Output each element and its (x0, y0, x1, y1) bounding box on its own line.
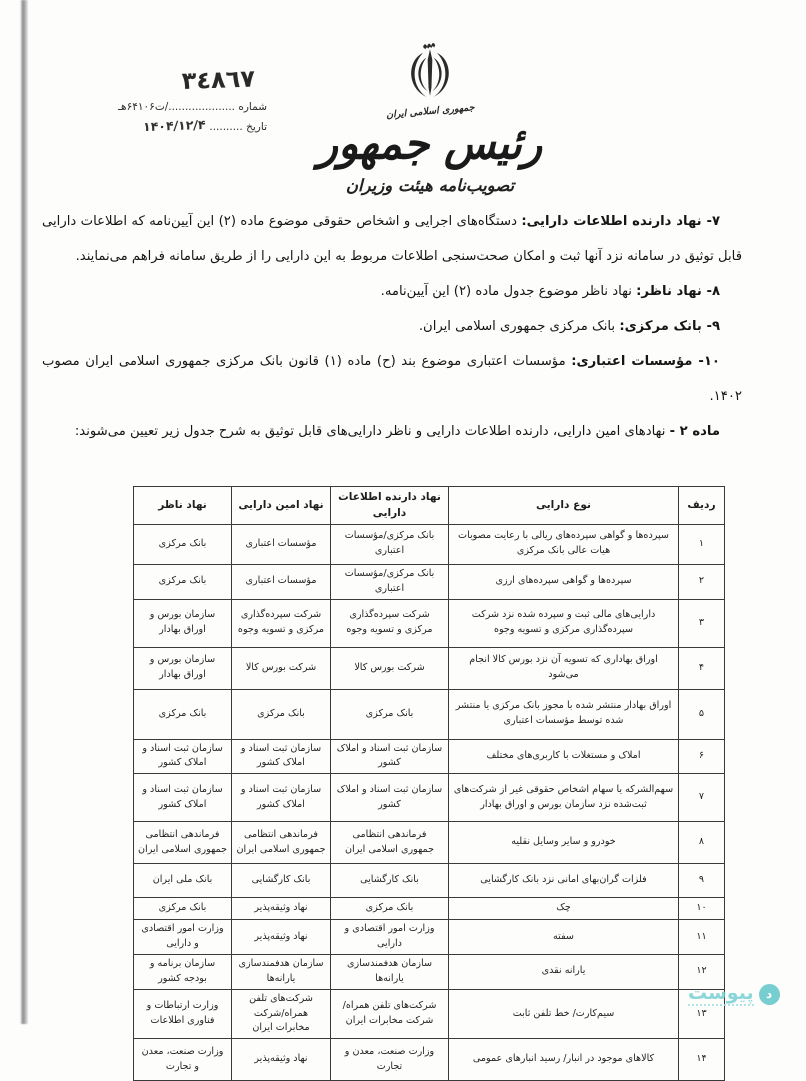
document-header (280, 40, 580, 195)
table-cell: فلزات گران‌بهای امانی نزد بانک کارگشایی (449, 864, 679, 898)
clause-8-label: ۸- نهاد ناظر: (636, 284, 720, 299)
number-date-block (52, 64, 267, 135)
number-field (52, 101, 267, 113)
table-row (134, 898, 725, 920)
table-cell: سیم‌کارت/ خط تلفن ثابت (449, 989, 679, 1039)
table-header-cell: نهاد امین دارایی (232, 487, 331, 525)
table-cell: سپرده‌ها و گواهی سپرده‌های ارزی (449, 564, 679, 599)
table-header-cell: نهاد دارنده اطلاعات دارایی (331, 487, 449, 525)
table-row (134, 739, 725, 774)
table-cell: سازمان هدفمندسازی یارانه‌ها (331, 954, 449, 989)
clause-8 (42, 274, 742, 309)
clause-9 (42, 309, 742, 344)
table-cell: سازمان بورس و اوراق بهادار (134, 647, 232, 689)
clause-7 (42, 204, 742, 274)
table-header-cell: نوع دارایی (449, 487, 679, 525)
table-cell: دارایی‌های مالی ثبت و سپرده شده نزد شرکت سپرده‌گذاری مرکزی و تسویه وجوه (449, 599, 679, 647)
table-row (134, 920, 725, 955)
table-cell: سازمان ثبت اسناد و املاک کشور (331, 739, 449, 774)
table-cell: وزارت ارتباطات و فناوری اطلاعات (134, 989, 232, 1039)
table-cell: نهاد وثیقه‌پذیر (232, 920, 331, 955)
scan-page-edge (20, 0, 28, 1024)
table-cell: بانک کارگشایی (232, 864, 331, 898)
table-cell: سازمان ثبت اسناد و املاک کشور (134, 739, 232, 774)
table-cell: سازمان ثبت اسناد و املاک کشور (134, 774, 232, 822)
table-cell: ۱ (679, 524, 725, 564)
table-cell: شرکت سپرده‌گذاری مرکزی و تسویه وجوه (232, 599, 331, 647)
assets-table-body (134, 524, 725, 1080)
peivast-logo-text: پیوست (688, 982, 754, 1004)
table-row (134, 599, 725, 647)
table-cell: سازمان ثبت اسناد و املاک کشور (232, 739, 331, 774)
iran-emblem-icon (399, 40, 461, 104)
table-header-row (134, 487, 725, 525)
table-cell: بانک مرکزی (331, 898, 449, 920)
table-row (134, 524, 725, 564)
emblem-caption: جمهوری اسلامی ایران (385, 102, 475, 121)
table-cell: بانک مرکزی (232, 689, 331, 739)
table-cell: مؤسسات اعتباری (232, 524, 331, 564)
table-cell: بانک کارگشایی (331, 864, 449, 898)
article-2 (42, 414, 742, 449)
table-cell: ۸ (679, 822, 725, 864)
table-cell: ۱۴ (679, 1039, 725, 1081)
table-cell: ۱۲ (679, 954, 725, 989)
table-cell: وزارت صنعت، معدن و تجارت (134, 1039, 232, 1081)
date-dotted-line: .......... (209, 121, 243, 133)
table-cell: ۵ (679, 689, 725, 739)
date-field (52, 118, 267, 133)
table-cell: ۹ (679, 864, 725, 898)
decree-body-text (42, 204, 742, 449)
number-label: شماره (238, 101, 267, 113)
table-cell: بانک مرکزی (331, 689, 449, 739)
table-cell: اوراق بهادار منتشر شده با مجوز بانک مرکزی یا منتشر شده توسط مؤسسات اعتباری (449, 689, 679, 739)
president-title: رئیس جمهور (317, 117, 543, 170)
table-row (134, 689, 725, 739)
table-row (134, 989, 725, 1039)
table-row (134, 822, 725, 864)
clause-9-text: بانک مرکزی جمهوری اسلامی ایران. (418, 319, 620, 334)
peivast-logo-icon: د (759, 984, 780, 1005)
table-cell: ۱۰ (679, 898, 725, 920)
table-cell: وزارت صنعت، معدن و تجارت (331, 1039, 449, 1081)
clause-7-text: دستگاه‌های اجرایی و اشخاص حقوقی موضوع ماده (۲) این آیین‌نامه که اطلاعات دارایی قابل توثیق در سامانه نزد آنها ثبت و امکان صحت‌سنجی اطلاعات مربوط به این دارایی را از طریق سامانه فراهم می‌نمایند. (42, 214, 742, 264)
assets-table-head (134, 487, 725, 525)
table-cell: سفته (449, 920, 679, 955)
table-cell: سازمان هدفمندسازی یارانه‌ها (232, 954, 331, 989)
table-cell: ۷ (679, 774, 725, 822)
table-cell: خودرو و سایر وسایل نقلیه (449, 822, 679, 864)
table-cell: سازمان ثبت اسناد و املاک کشور (232, 774, 331, 822)
table-cell: سهم‌الشرکه یا سهام اشخاص حقوقی غیر از شرکت‌های ثبت‌شده نزد سازمان بورس و اوراق بهادار (449, 774, 679, 822)
table-cell: بانک مرکزی (134, 564, 232, 599)
clause-7-label: ۷- نهاد دارنده اطلاعات دارایی: (521, 214, 720, 229)
table-row (134, 864, 725, 898)
handwritten-number: ٣٤٨٦٧ (181, 64, 256, 96)
article-2-text: نهادهای امین دارایی، دارنده اطلاعات دارایی و ناظر دارایی‌های قابل توثیق به شرح جدول زیر تعیین می‌شوند: (74, 424, 670, 439)
table-cell: شرکت‌های تلفن همراه/شرکت مخابرات ایران (331, 989, 449, 1039)
clause-9-label: ۹- بانک مرکزی: (619, 319, 720, 334)
table-cell: سپرده‌ها و گواهی سپرده‌های ریالی با رعایت مصوبات هیات عالی بانک مرکزی (449, 524, 679, 564)
article-2-label: ماده ۲ - (669, 424, 720, 439)
table-cell: وزارت امور اقتصادی و دارایی (134, 920, 232, 955)
table-cell: شرکت بورس کالا (331, 647, 449, 689)
table-cell: نهاد وثیقه‌پذیر (232, 1039, 331, 1081)
table-cell: بانک مرکزی/مؤسسات اعتباری (331, 564, 449, 599)
table-cell: فرماندهی انتظامی جمهوری اسلامی ایران (232, 822, 331, 864)
table-header-cell: ردیف (679, 487, 725, 525)
date-label: تاریخ (246, 121, 267, 133)
table-cell: فرماندهی انتظامی جمهوری اسلامی ایران (331, 822, 449, 864)
peivast-watermark (688, 983, 780, 1006)
decree-subtitle: تصویب‌نامه هیئت وزیران (345, 176, 515, 195)
table-cell: شرکت‌های تلفن همراه/شرکت مخابرات ایران (232, 989, 331, 1039)
handwritten-date: ۱۴۰۴/۱۲/۴ (143, 116, 207, 135)
table-cell: یارانه نقدی (449, 954, 679, 989)
table-row (134, 647, 725, 689)
table-header-cell: نهاد ناظر (134, 487, 232, 525)
table-cell: فرماندهی انتظامی جمهوری اسلامی ایران (134, 822, 232, 864)
table-cell: بانک مرکزی/مؤسسات اعتباری (331, 524, 449, 564)
number-suffix: /ت۶۴۱۰۶هـ (117, 101, 169, 113)
table-cell: ۲ (679, 564, 725, 599)
clause-8-text: نهاد ناظر موضوع جدول ماده (۲) این آیین‌نامه. (380, 284, 637, 299)
table-cell: ۱۳ (679, 989, 725, 1039)
table-cell: سازمان برنامه و بودجه کشور (134, 954, 232, 989)
clause-10-label: ۱۰- مؤسسات اعتباری: (571, 354, 720, 369)
assets-table (133, 486, 725, 1081)
table-cell: کالاهای موجود در انبار/ رسید انبارهای عمومی (449, 1039, 679, 1081)
table-cell: سازمان بورس و اوراق بهادار (134, 599, 232, 647)
table-row (134, 774, 725, 822)
clause-10 (42, 344, 742, 414)
table-cell: سازمان ثبت اسناد و املاک کشور (331, 774, 449, 822)
table-cell: بانک ملی ایران (134, 864, 232, 898)
table-cell: ۱۱ (679, 920, 725, 955)
table-row (134, 1039, 725, 1081)
table-row (134, 564, 725, 599)
table-cell: اوراق بهاداری که تسویه آن نزد بورس کالا انجام می‌شود (449, 647, 679, 689)
table-cell: ۴ (679, 647, 725, 689)
table-cell: املاک و مستغلات با کاربری‌های مختلف (449, 739, 679, 774)
table-cell: نهاد وثیقه‌پذیر (232, 898, 331, 920)
table-cell: وزارت امور اقتصادی و دارایی (331, 920, 449, 955)
table-cell: ۶ (679, 739, 725, 774)
number-dotted-line: .................... (168, 101, 236, 113)
table-cell: مؤسسات اعتباری (232, 564, 331, 599)
table-cell: چک (449, 898, 679, 920)
table-row (134, 954, 725, 989)
table-cell: بانک مرکزی (134, 689, 232, 739)
table-cell: ۳ (679, 599, 725, 647)
table-cell: بانک مرکزی (134, 524, 232, 564)
table-cell: بانک مرکزی (134, 898, 232, 920)
clause-10-text: مؤسسات اعتباری موضوع بند (ح) ماده (۱) قانون بانک مرکزی جمهوری اسلامی ایران مصوب ۱۴۰۲. (42, 354, 742, 404)
table-cell: شرکت سپرده‌گذاری مرکزی و تسویه وجوه (331, 599, 449, 647)
table-cell: شرکت بورس کالا (232, 647, 331, 689)
